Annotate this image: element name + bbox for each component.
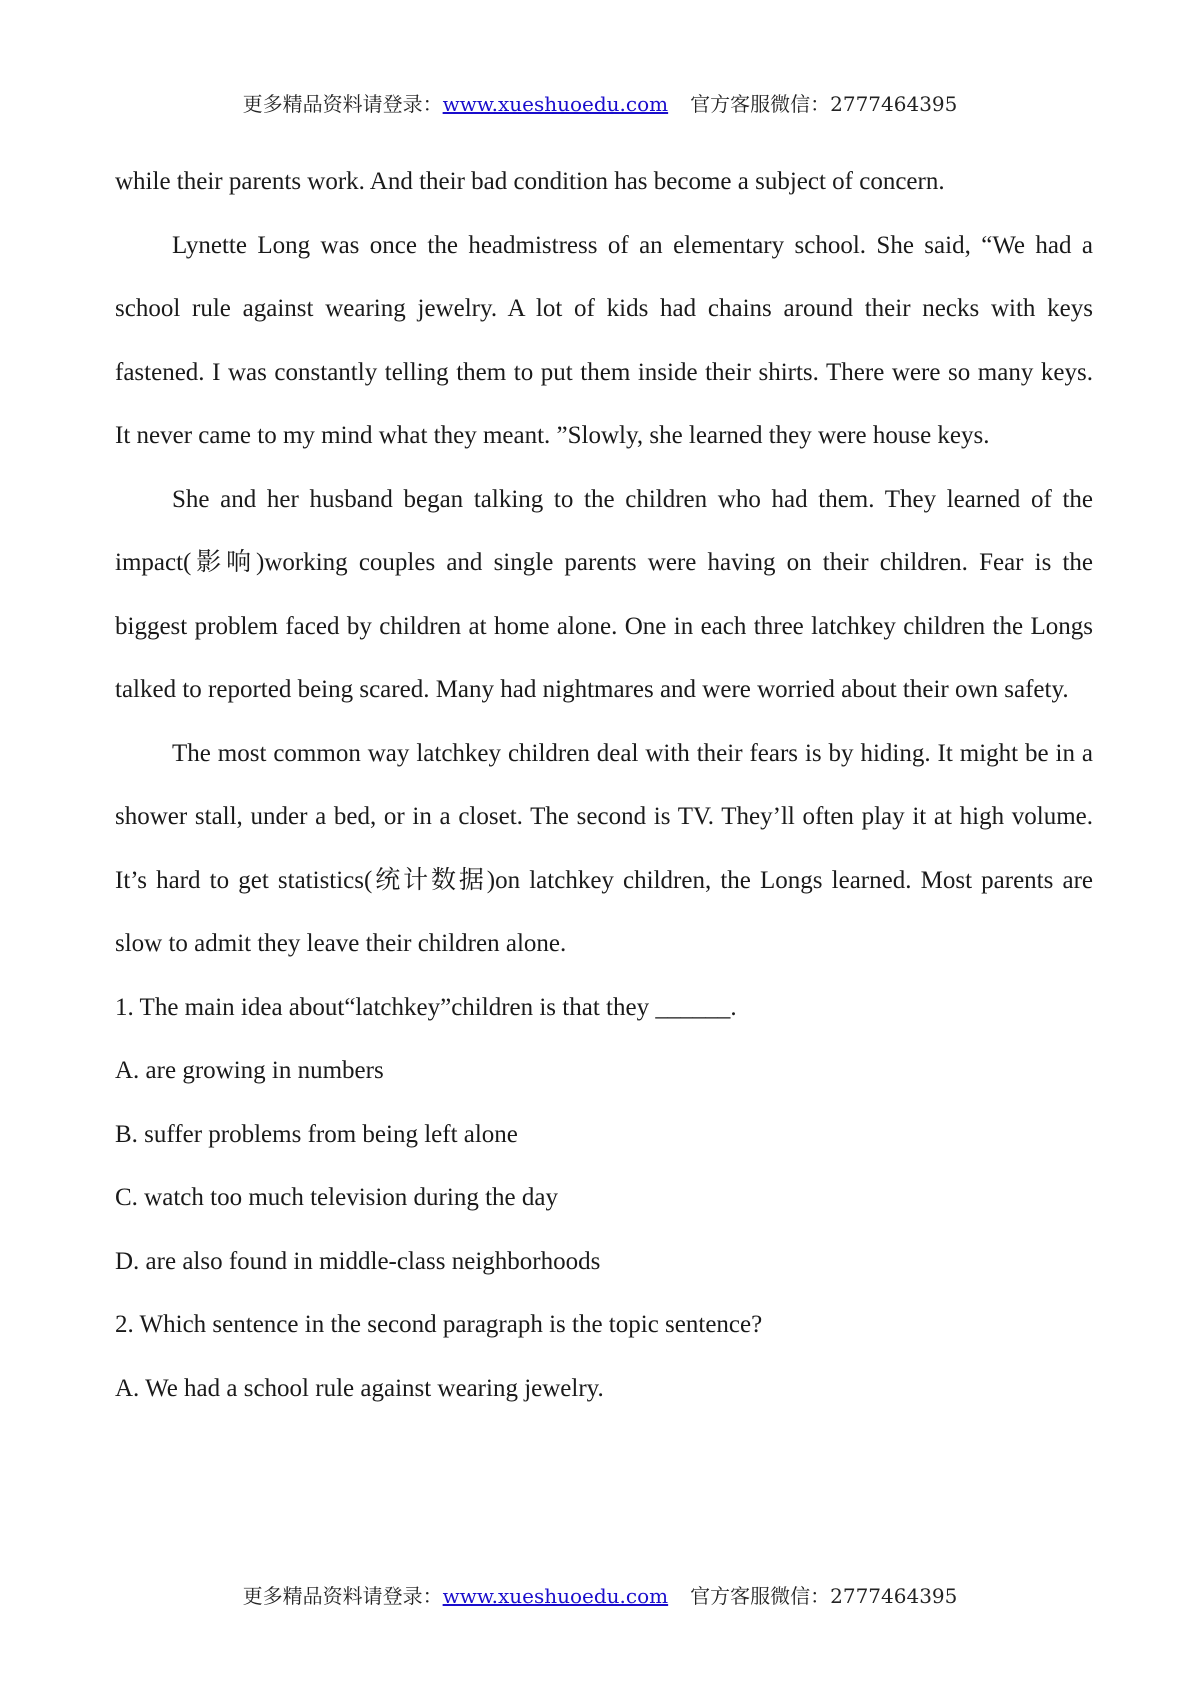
header-contact: 官方客服微信：2777464395: [690, 92, 958, 116]
answer-option: C. watch too much television during the day: [115, 1184, 558, 1211]
document-body: [115, 150, 1093, 1420]
question-stem: 2. Which sentence in the second paragraph is the topic sentence?: [115, 1311, 763, 1338]
answer-option: A. are growing in numbers: [115, 1057, 384, 1084]
footer-link[interactable]: www.xueshuoedu.com: [442, 1584, 669, 1608]
answer-option: D. are also found in middle-class neighborhoods: [115, 1247, 601, 1275]
page-footer: [0, 1580, 1200, 1609]
header-link[interactable]: www.xueshuoedu.com: [442, 92, 669, 116]
footer-contact: 官方客服微信：2777464395: [690, 1584, 958, 1608]
paragraph: She and her husband began talking to the children who had them. They learned of the impact(影响)working couples and single parents were having on their children. Fear is the biggest problem faced by children at home alone. One in each three latchkey children the Longs talked to reported being scared. Many had nightmares and were worried about their own safety.: [115, 485, 1093, 703]
paragraph: The most common way latchkey children deal with their fears is by hiding. It might be in a shower stall, under a bed, or in a closet. The second is TV. They’ll often play it at high volume. It’s hard to get statistics(统计数据)on latchkey children, the Longs learned. Most parents are slow to admit they leave their children alone.: [115, 739, 1093, 957]
page-header: [0, 88, 1200, 117]
header-text: 更多精品资料请登录：: [242, 92, 443, 116]
question-stem: 1. The main idea about“latchkey”children is that they ______.: [115, 993, 737, 1021]
answer-option: B. suffer problems from being left alone: [115, 1120, 518, 1148]
footer-text: 更多精品资料请登录：: [242, 1584, 443, 1608]
paragraph: Lynette Long was once the headmistress of an elementary school. She said, “We had a school rule against wearing jewelry. A lot of kids had chains around their necks with keys fastened. I was constantly telling them to put them inside their shirts. There were so many keys. It never came to my mind what they meant. ”Slowly, she learned they were house keys.: [115, 231, 1093, 449]
answer-option: A. We had a school rule against wearing jewelry.: [115, 1374, 604, 1402]
paragraph: while their parents work. And their bad condition has become a subject of concern.: [115, 168, 945, 195]
